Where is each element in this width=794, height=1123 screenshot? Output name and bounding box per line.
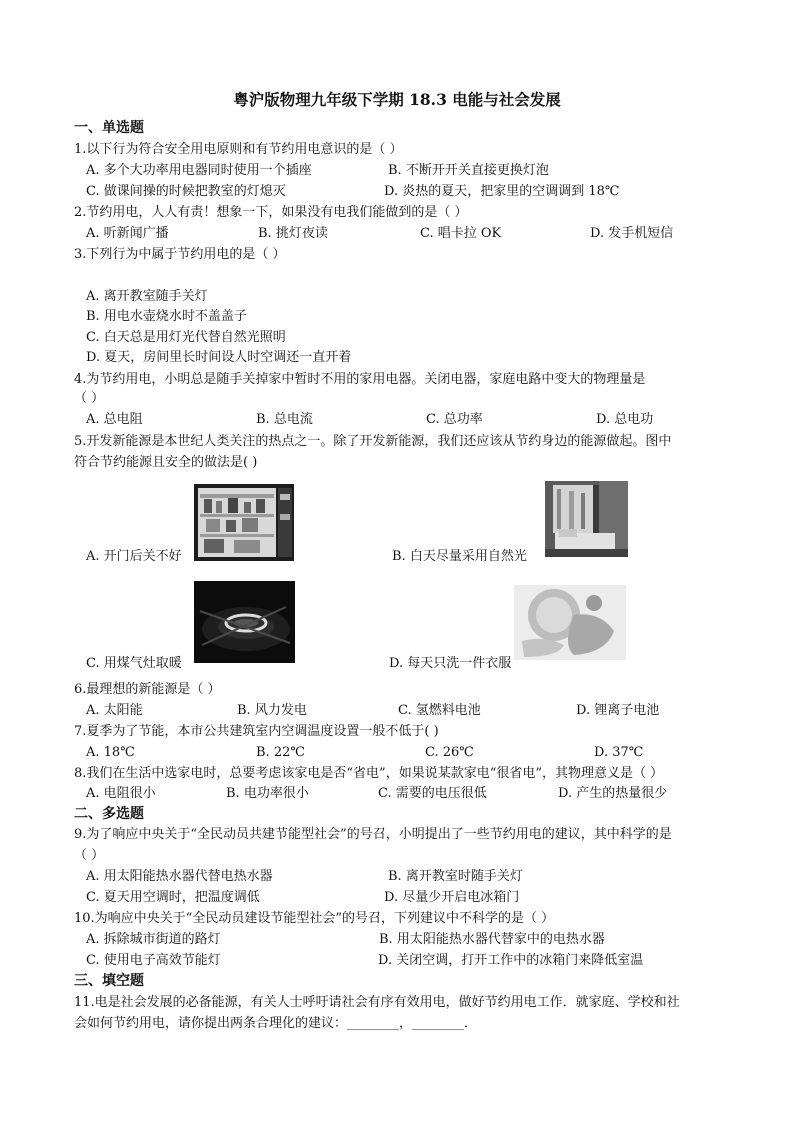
question-10-option-b[interactable]: B. 用太阳能热水器代替家中的电热水器 (379, 932, 605, 947)
question-7-option-d[interactable]: D. 37℃ (594, 745, 644, 760)
question-4-stem: 4.为节约用电，小明总是随手关掉家中暂时不用的家用电器。关闭电器，家庭电路中变大的物理量是 (74, 372, 646, 387)
question-2-option-b[interactable]: B. 挑灯夜读 (258, 226, 328, 241)
section-heading-multiple-choice: 二、多选题 (74, 806, 144, 822)
question-8-option-a[interactable]: A. 电阻很小 (86, 786, 156, 801)
question-10-stem: 10.为响应中央关于“全民动员建设节能型社会”的号召，下列建议中不科学的是（ ） (74, 911, 555, 926)
section-heading-fill-in: 三、填空题 (74, 973, 144, 989)
question-5-option-a[interactable]: A. 开门后关不好 (86, 549, 182, 564)
question-8-option-d[interactable]: D. 产生的热量很少 (558, 786, 668, 801)
fridge-open-door-image[interactable] (194, 484, 294, 561)
question-3-stem: 3.下列行为中属于节约用电的是（ ） (74, 247, 286, 262)
question-6-option-a[interactable]: A. 太阳能 (86, 703, 143, 718)
natural-light-room-image[interactable] (545, 481, 628, 557)
question-1-stem: 1.以下行为符合安全用电原则和有节约用电意识的是（ ） (74, 142, 403, 157)
question-4-option-a[interactable]: A. 总电阻 (86, 412, 143, 427)
question-6-option-b[interactable]: B. 风力发电 (237, 703, 307, 718)
page-title: 粤沪版物理九年级下学期 18.3 电能与社会发展 (233, 90, 561, 109)
question-9-stem: 9.为了响应中央关于“全民动员共建节能型社会”的号召，小明提出了一些节约用电的建议，其中科学的是 (74, 827, 672, 842)
question-9-option-a[interactable]: A. 用太阳能热水器代替电热水器 (86, 869, 273, 884)
question-4-option-c[interactable]: C. 总功率 (426, 412, 483, 427)
question-7-option-c[interactable]: C. 26℃ (425, 745, 474, 760)
question-10-option-c[interactable]: C. 使用电子高效节能灯 (86, 953, 221, 968)
question-9-option-b[interactable]: B. 离开教室时随手关灯 (388, 869, 523, 884)
question-6-option-d[interactable]: D. 锂离子电池 (576, 703, 660, 718)
question-3-option-c[interactable]: C. 白天总是用灯光代替自然光照明 (86, 330, 286, 345)
question-1-option-b[interactable]: B. 不断开开关直接更换灯泡 (388, 163, 549, 178)
question-11-line-2[interactable]: 会如何节约用电，请你提出两条合理化的建议：________，________． (74, 1016, 478, 1031)
gas-stove-flame-image[interactable] (194, 581, 295, 663)
question-5-stem: 5.开发新能源是本世纪人类关注的热点之一。除了开发新能源，我们还应该从节约身边的能源做起。图中 (74, 434, 672, 449)
question-2-option-d[interactable]: D. 发手机短信 (590, 226, 674, 241)
question-9-option-c[interactable]: C. 夏天用空调时，把温度调低 (86, 890, 260, 905)
question-8-option-c[interactable]: C. 需要的电压很低 (378, 786, 487, 801)
question-7-option-a[interactable]: A. 18℃ (86, 745, 135, 760)
question-3-option-b[interactable]: B. 用电水壶烧水时不盖盖子 (86, 309, 247, 324)
question-7-stem: 7.夏季为了节能，本市公共建筑室内空调温度设置一般不低于( ) (74, 724, 439, 739)
question-5-option-d[interactable]: D. 每天只洗一件衣服 (389, 656, 512, 671)
question-5-stem-cont: 符合节约能源且安全的做法是( ) (74, 455, 258, 470)
question-1-option-d[interactable]: D. 炎热的夏天，把家里的空调调到 18℃ (384, 184, 620, 199)
section-heading-single-choice: 一、单选题 (74, 120, 144, 136)
question-4-stem-cont: （ ） (74, 391, 105, 406)
question-7-option-b[interactable]: B. 22℃ (256, 745, 305, 760)
question-8-option-b[interactable]: B. 电功率很小 (226, 786, 309, 801)
question-6-stem: 6.最理想的新能源是（ ） (74, 682, 221, 697)
question-11-line-1: 11.电是社会发展的必备能源，有关人士呼吁请社会有序有效用电，做好节约用电工作．就家庭、学校和社 (74, 995, 680, 1010)
question-5-option-b[interactable]: B. 白天尽量采用自然光 (392, 549, 527, 564)
question-10-option-d[interactable]: D. 关闭空调，打开工作中的冰箱门来降低室温 (378, 953, 644, 968)
question-5-option-c[interactable]: C. 用煤气灶取暖 (86, 656, 182, 671)
question-1-option-a[interactable]: A. 多个大功率用电器同时使用一个插座 (86, 163, 312, 178)
question-2-option-a[interactable]: A. 听新闻广播 (86, 226, 169, 241)
washing-clothes-image[interactable] (514, 585, 626, 660)
question-4-option-b[interactable]: B. 总电流 (256, 412, 313, 427)
question-6-option-c[interactable]: C. 氢燃料电池 (398, 703, 481, 718)
question-4-option-d[interactable]: D. 总电功 (596, 412, 654, 427)
question-10-option-a[interactable]: A. 拆除城市街道的路灯 (86, 932, 221, 947)
question-2-option-c[interactable]: C. 唱卡拉 OK (420, 226, 502, 241)
question-3-option-d[interactable]: D. 夏天，房间里长时间设人时空调还一直开着 (86, 350, 352, 365)
question-9-option-d[interactable]: D. 尽量少开启电冰箱门 (384, 890, 520, 905)
question-1-option-c[interactable]: C. 做课间操的时候把教室的灯熄灭 (86, 184, 286, 199)
question-8-stem: 8.我们在生活中选家电时，总要考虑该家电是否“省电”，如果说某款家电“很省电”，其物理意义是（ ） (74, 766, 664, 781)
question-9-stem-cont: （ ） (74, 848, 105, 863)
question-3-option-a[interactable]: A. 离开教室随手关灯 (86, 289, 208, 304)
question-2-stem: 2.节约用电，人人有责！想象一下，如果没有电我们能做到的是（ ） (74, 205, 468, 220)
